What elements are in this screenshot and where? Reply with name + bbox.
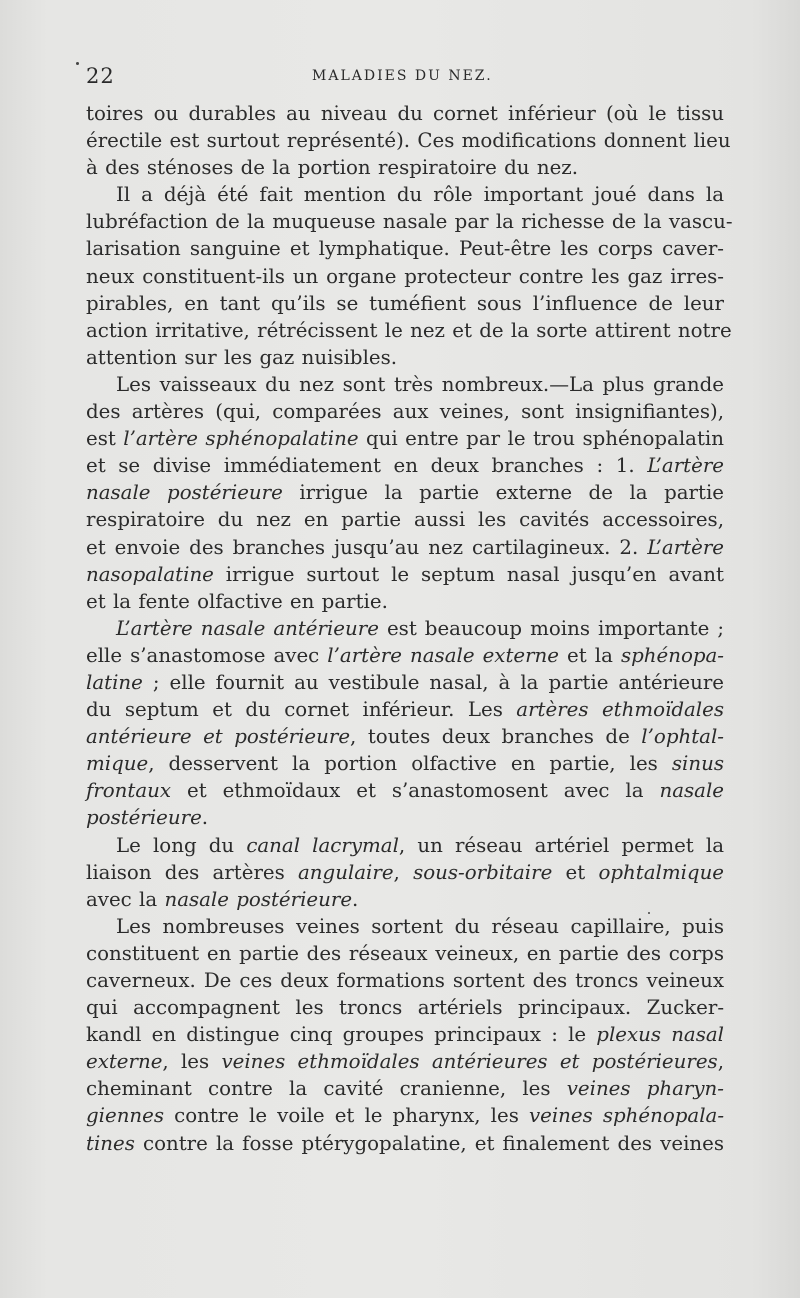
text-segment: et la fente olfactive en partie. (86, 589, 388, 613)
text-line (86, 1075, 724, 1102)
text-line (86, 235, 724, 262)
text-segment: à des sténoses de la portion respiratoire du nez. (86, 156, 578, 180)
text-segment: pirables, en tant qu’ils se tuméfient sous l’influence de leur (86, 291, 724, 315)
print-speck (648, 912, 650, 914)
text-line (86, 723, 724, 750)
text-line (86, 100, 724, 127)
italic-text: sphénopa- (620, 643, 724, 667)
text-line (86, 669, 724, 696)
text-segment: qui accompagnent les troncs artériels principaux. Zucker- (86, 996, 724, 1020)
text-segment: , les (162, 1050, 222, 1074)
text-line (86, 804, 724, 831)
text-line (86, 886, 724, 913)
text-line (86, 777, 724, 804)
text-line (86, 1130, 724, 1157)
text-line (86, 317, 732, 344)
italic-text: nasale postérieure (86, 481, 283, 505)
italic-text: L’artère (647, 535, 724, 559)
page-number: 22 (86, 64, 115, 88)
italic-text: tines (86, 1131, 135, 1155)
italic-text: plexus nasal (596, 1023, 724, 1047)
text-line (86, 1021, 724, 1048)
italic-text: l’artère sphénopalatine (123, 427, 359, 451)
text-segment: Les nombreuses veines sortent du réseau capillaire, puis (116, 914, 724, 938)
italic-text: l’artère nasale externe (327, 643, 559, 667)
text-line (86, 398, 724, 425)
italic-text: postérieure (86, 806, 202, 830)
text-segment: contre le voile et le pharynx, les (164, 1104, 529, 1128)
text-segment: attention sur les gaz nuisibles. (86, 345, 398, 369)
text-line (86, 750, 724, 777)
text-segment: qui entre par le trou sphénopalatin (358, 427, 724, 451)
text-line (86, 696, 724, 723)
text-segment: du septum et du cornet inférieur. Les (86, 698, 517, 722)
text-segment: caverneux. De ces deux formations sortent des troncs veineux (86, 969, 724, 992)
text-segment: elle s’anastomose avec (86, 643, 328, 667)
italic-text: nasale (659, 779, 724, 803)
text-line (86, 1048, 724, 1075)
italic-text: latine (86, 670, 143, 694)
italic-text: L’artère nasale antérieure (116, 616, 379, 640)
text-segment: , (717, 1050, 724, 1074)
text-segment: ; elle fournit au vestibule nasal, à la partie antérieure (142, 670, 724, 694)
italic-text: L’artère (647, 454, 724, 478)
text-segment: est beaucoup moins importante ; (378, 616, 724, 640)
text-line (86, 561, 724, 588)
text-line (86, 263, 724, 290)
italic-text: artères ethmoïdales (516, 698, 724, 722)
text-segment: est (86, 427, 124, 451)
text-segment: et (552, 860, 599, 884)
text-line (86, 479, 724, 506)
text-segment: érectile est surtout représenté). Ces modifications donnent lieu (86, 129, 731, 153)
italic-text: sinus (671, 752, 724, 776)
italic-text: sous-orbitaire (413, 860, 553, 884)
text-segment: action irritative, rétrécissent le nez et de la sorte attirent notre (86, 318, 732, 342)
text-segment: larisation sanguine et lymphatique. Peut-être les corps caver- (86, 237, 724, 261)
text-line (86, 181, 724, 208)
italic-text: angulaire (298, 860, 394, 884)
text-line (86, 154, 724, 181)
text-segment: . (201, 806, 209, 830)
text-line (86, 615, 724, 642)
text-segment: et ethmoïdaux et s’anastomosent avec la (171, 779, 660, 803)
text-segment: irrigue surtout le septum nasal jusqu’en avant (213, 562, 724, 586)
text-segment: irrigue la partie externe de la partie (282, 481, 724, 505)
text-line (86, 859, 724, 886)
text-segment: neux constituent-ils un organe protecteur contre les gaz irres- (86, 264, 724, 288)
text-segment: , (393, 860, 414, 884)
text-line (86, 506, 724, 533)
text-segment: kandl en distingue cinq groupes principaux : le (86, 1023, 597, 1047)
text-segment: et envoie des branches jusqu’au nez cartilagineux. 2. (86, 535, 648, 559)
text-segment: contre la fosse ptérygopalatine, et finalement des veines (134, 1131, 724, 1155)
text-segment: Les vaisseaux du nez sont très nombreux.—La plus grande (116, 372, 724, 396)
italic-text: veines pharyn- (566, 1077, 724, 1101)
text-line (86, 425, 724, 452)
text-segment: liaison des artères (86, 860, 298, 884)
italic-text: nasale postérieure (164, 887, 353, 911)
text-line (86, 588, 724, 615)
text-segment: , toutes deux branches de (350, 725, 642, 749)
running-head: MALADIES DU NEZ. (312, 68, 493, 84)
text-line (86, 994, 724, 1021)
text-segment: lubréfaction de la muqueuse nasale par la richesse de la vascu- (86, 210, 733, 234)
italic-text: veines ethmoïdales antérieures et postérieures (221, 1050, 718, 1074)
text-segment: Il a déjà été fait mention du rôle important joué dans la (116, 183, 724, 207)
text-segment: . (352, 887, 359, 911)
italic-text: externe (86, 1050, 163, 1074)
text-line (86, 913, 724, 940)
text-line (86, 371, 724, 398)
text-line (86, 1102, 724, 1129)
text-line (86, 208, 733, 235)
text-line (86, 290, 724, 317)
italic-text: nasopalatine (86, 562, 214, 586)
text-line (86, 642, 724, 669)
text-line (86, 832, 724, 859)
italic-text: l’ophtal- (641, 725, 724, 749)
page-header (86, 64, 724, 94)
text-line (86, 127, 731, 154)
italic-text: ophtalmique (598, 860, 725, 884)
text-segment: des artères (qui, comparées aux veines, sont insignifiantes), (86, 400, 724, 424)
italic-text: frontaux (86, 779, 172, 803)
text-segment: et la (559, 643, 621, 667)
text-segment: toires ou durables au niveau du cornet inférieur (où le tissu (86, 102, 724, 125)
text-line (86, 967, 724, 994)
text-segment: et se divise immédiatement en deux branches : 1. (86, 454, 648, 478)
text-segment: cheminant contre la cavité cranienne, les (86, 1077, 567, 1101)
text-segment: constituent en partie des réseaux veineux, en partie des corps (86, 941, 724, 965)
italic-text: antérieure et postérieure (86, 725, 351, 749)
text-segment: avec la (86, 887, 165, 911)
text-line (86, 534, 724, 561)
text-line (86, 940, 724, 967)
body-text (86, 100, 733, 1157)
text-segment: respiratoire du nez en partie aussi les cavités accessoires, (86, 508, 724, 532)
text-line (86, 344, 724, 371)
text-segment: , desservent la portion olfactive en partie, les (148, 752, 672, 776)
italic-text: canal lacrymal (246, 833, 399, 857)
text-segment: , un réseau artériel permet la (398, 833, 725, 857)
print-speck (76, 62, 79, 65)
text-segment: Le long du (116, 833, 247, 857)
text-line (86, 452, 724, 479)
italic-text: mique (86, 752, 149, 776)
italic-text: giennes (86, 1104, 165, 1128)
italic-text: veines sphénopala- (528, 1104, 724, 1128)
